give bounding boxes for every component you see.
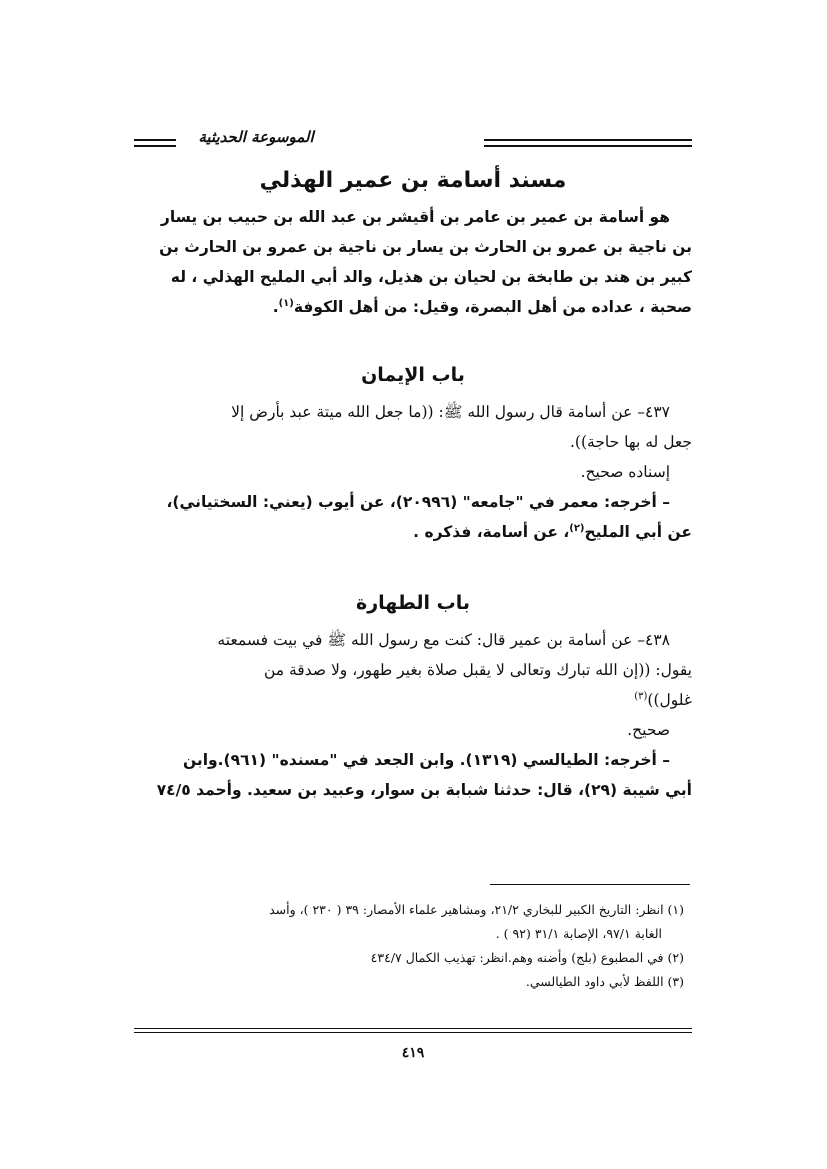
bottom-rule bbox=[134, 1028, 692, 1033]
takhrij-text: – أخرجه: الطيالسي (١٣١٩). وابن الجعد في "مسنده" (٩٦١).وابن bbox=[182, 751, 670, 769]
takhrij-text: أبي شيبة (٢٩)، قال: حدثنا شبابة بن سوار، وعبيد بن سعيد. وأحمد ٧٤/٥ bbox=[156, 781, 692, 799]
hadith-text: ٤٣٨– عن أسامة بن عمير قال: كنت مع رسول الله ﷺ في بيت فسمعته bbox=[217, 631, 670, 649]
running-header bbox=[134, 128, 692, 154]
intro-paragraph bbox=[134, 202, 692, 322]
footnote: الغابة ٩٧/١، الإصابة ٣١/١ (٩٢ ) . bbox=[495, 926, 662, 941]
takhrij-text: عن أبي المليح$^{(٢)}$، عن أسامة، فذكره . bbox=[413, 522, 692, 541]
intro-line: صحبة ، عداده من أهل البصرة، وقيل: من أهل الكوفة$^{(١)}$. bbox=[272, 297, 692, 316]
hadith-text: جعل له بها حاجة)). bbox=[569, 433, 692, 451]
hadith-block bbox=[134, 397, 692, 547]
page-title: مسند أسامة بن عمير الهذلي bbox=[259, 168, 567, 193]
hadith-text: غلول))$^{(٣)}$ bbox=[634, 690, 692, 709]
header-rule bbox=[484, 139, 692, 141]
running-title: الموسوعة الحديثية bbox=[198, 128, 314, 146]
footnote-ref[interactable]: (١) bbox=[278, 297, 294, 309]
section-heading: باب الطهارة bbox=[356, 592, 470, 614]
header-rule bbox=[134, 139, 176, 141]
takhrij-text: – أخرجه: معمر في "جامعه" (٢٠٩٩٦)، عن أيوب (يعني: السختياني)، bbox=[166, 493, 670, 511]
hadith-grade: إسناده صحيح. bbox=[580, 463, 670, 481]
footnote-ref[interactable]: (٣) bbox=[634, 690, 648, 702]
footnote-ref[interactable]: (٢) bbox=[569, 522, 585, 534]
footnote: (٢) في المطبوع (بلج) وأضنه وهم.انظر: تهذيب الكمال ٤٣٤/٧ bbox=[370, 950, 684, 965]
footnotes bbox=[134, 898, 692, 994]
intro-line: هو أسامة بن عمير بن عامر بن أقيشر بن عبد الله بن حبيب بن يسار bbox=[160, 208, 670, 226]
page-number: ٤١٩ bbox=[401, 1045, 425, 1061]
hadith-text: يقول: ((إن الله تبارك وتعالى لا يقبل صلاة بغير طهور، ولا صدقة من bbox=[263, 661, 692, 679]
header-rule bbox=[484, 145, 692, 147]
intro-line: بن ناجية بن عمرو بن الحارث بن يسار بن ناجية بن عمرو بن الحارث بن bbox=[159, 238, 692, 256]
footnote: (١) انظر: التاريخ الكبير للبخاري ٢١/٢، ومشاهير علماء الأمصار: ٣٩ ( ٢٣٠ )، وأسد bbox=[269, 902, 684, 917]
hadith-text: ٤٣٧– عن أسامة قال رسول الله ﷺ: ((ما جعل الله ميتة عبد بأرض إلا bbox=[231, 403, 670, 421]
hadith-grade: صحيح. bbox=[627, 721, 670, 739]
section-heading: باب الإيمان bbox=[361, 364, 465, 386]
hadith-block bbox=[134, 625, 692, 805]
footnote: (٣) اللفظ لأبي داود الطيالسي. bbox=[525, 974, 684, 989]
header-rule bbox=[134, 145, 176, 147]
footnote-separator bbox=[490, 884, 690, 885]
intro-line: كبير بن هند بن طابخة بن لحيان بن هذيل، والد أبي المليح الهذلي ، له bbox=[170, 268, 692, 286]
